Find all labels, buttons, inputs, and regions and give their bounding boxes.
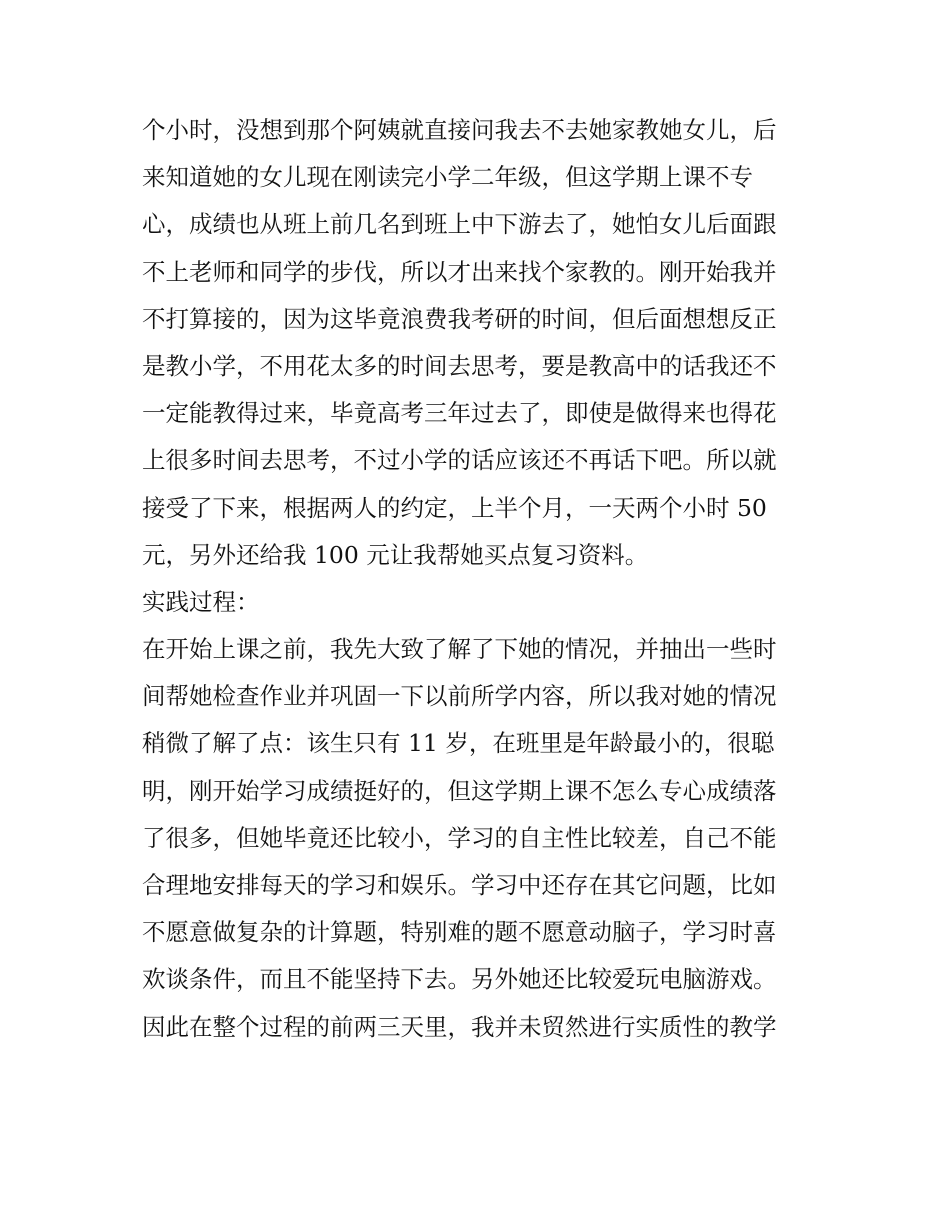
text-line: 稍微了解了点：该生只有 11 岁，在班里是年龄最小的，很聪: [142, 729, 775, 758]
text-line: 在开始上课之前，我先大致了解了下她的情况，并抽出一些时: [142, 635, 777, 664]
text-line: 元，另外还给我 100 元让我帮她买点复习资料。: [142, 540, 649, 569]
section-heading: 实践过程：: [142, 587, 260, 616]
text-line: 欢谈条件，而且不能坚持下去。另外她还比较爱玩电脑游戏。: [142, 965, 777, 994]
text-line: 个小时，没想到那个阿姨就直接问我去不去她家教她女儿，后: [142, 116, 777, 144]
text-line: 间帮她检查作业并巩固一下以前所学内容，所以我对她的情况: [142, 682, 777, 711]
text-line: 合理地安排每天的学习和娱乐。学习中还存在其它问题，比如: [142, 871, 777, 899]
text-line: 不打算接的，因为这毕竟浪费我考研的时间，但后面想想反正: [142, 304, 777, 333]
text-line: 因此在整个过程的前两三天里，我并未贸然进行实质性的教学: [142, 1012, 777, 1041]
body-text: [142, 107, 822, 1051]
text-line: 来知道她的女儿现在刚读完小学二年级，但这学期上课不专: [142, 163, 753, 192]
text-line: 不上老师和同学的步伐，所以才出来找个家教的。刚开始我并: [142, 257, 777, 286]
text-line: 上很多时间去思考，不过小学的话应该还不再话下吧。所以就: [142, 446, 777, 475]
text-line: 是教小学，不用花太多的时间去思考，要是教高中的话我还不: [142, 351, 777, 380]
text-line: 接受了下来，根据两人的约定，上半个月，一天两个小时 50: [142, 493, 767, 522]
text-line: 了很多，但她毕竟还比较小，学习的自主性比较差，自己不能: [142, 823, 777, 852]
text-line: 不愿意做复杂的计算题，特别难的题不愿意动脑子，学习时喜: [142, 918, 777, 947]
text-line: 心，成绩也从班上前几名到班上中下游去了，她怕女儿后面跟: [142, 210, 777, 239]
text-line: 一定能教得过来，毕竟高考三年过去了，即使是做得来也得花: [142, 399, 777, 428]
text-line: 明，刚开始学习成绩挺好的，但这学期上课不怎么专心成绩落: [142, 776, 777, 805]
